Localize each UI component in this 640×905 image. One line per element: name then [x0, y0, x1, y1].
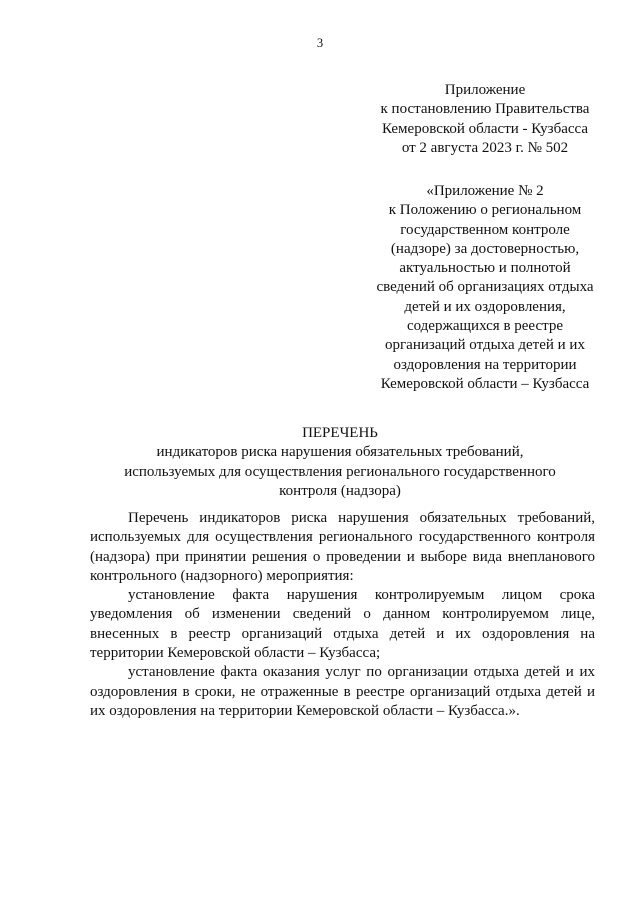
- appendix-2-line: содержащихся в реестре: [406, 318, 564, 335]
- document-subtitle-line: контроля (надзора): [279, 482, 401, 499]
- appendix-2-line: организаций отдыха детей и их: [385, 337, 585, 354]
- appendix-2-line: сведений об организациях отдыха: [376, 279, 594, 296]
- appendix-header-line: Приложение: [444, 82, 526, 98]
- appendix-2-line: к Положению о региональном: [388, 202, 582, 219]
- appendix-2-header: [340, 182, 630, 394]
- document-subtitle-line: используемых для осуществления регионального государственного: [124, 463, 556, 480]
- body-paragraph-indicator-2: установление факта оказания услуг по организации отдыха детей и их оздоровления в сроки, не отраженные в реестре организаций отдыха детей и их оздоровления на территории Кемеровской области – Кузбасса.».: [90, 664, 595, 719]
- appendix-header-line: к постановлению Правительства: [380, 101, 590, 118]
- document-heading: [70, 424, 610, 501]
- appendix-header-line: от 2 августа 2023 г. № 502: [401, 139, 569, 156]
- document-subtitle-line: индикаторов риска нарушения обязательных требований,: [156, 444, 524, 461]
- body-paragraph-intro: Перечень индикаторов риска нарушения обязательных требований, используемых для осуществления регионального государственного контроля (надзора) при принятии решения о проведении и выборе вида внепланового контрольного (надзорного) мероприятия:: [90, 510, 595, 584]
- document-body: [90, 509, 595, 721]
- appendix-2-line: государственном контроле: [400, 221, 570, 238]
- page-number: 3: [316, 36, 324, 50]
- appendix-2-line: «Приложение № 2: [426, 183, 544, 199]
- appendix-header: [340, 81, 630, 158]
- appendix-2-line: (надзоре) за достоверностью,: [390, 240, 580, 257]
- document-title: ПЕРЕЧЕНЬ: [302, 425, 378, 441]
- appendix-2-line: оздоровления на территории: [393, 356, 577, 373]
- appendix-2-line: актуальностью и полнотой: [399, 260, 571, 277]
- appendix-header-line: Кемеровской области - Кузбасса: [381, 120, 589, 137]
- body-paragraph-indicator-1: установление факта нарушения контролируемым лицом срока уведомления об изменении сведений о данном контролируемом лице, внесенных в реестр организаций отдыха детей и их оздоровления на территории Кемеровской области – Кузбасса;: [90, 587, 595, 662]
- appendix-2-line: детей и их оздоровления,: [404, 298, 566, 315]
- appendix-2-line: Кемеровской области – Кузбасса: [380, 375, 590, 392]
